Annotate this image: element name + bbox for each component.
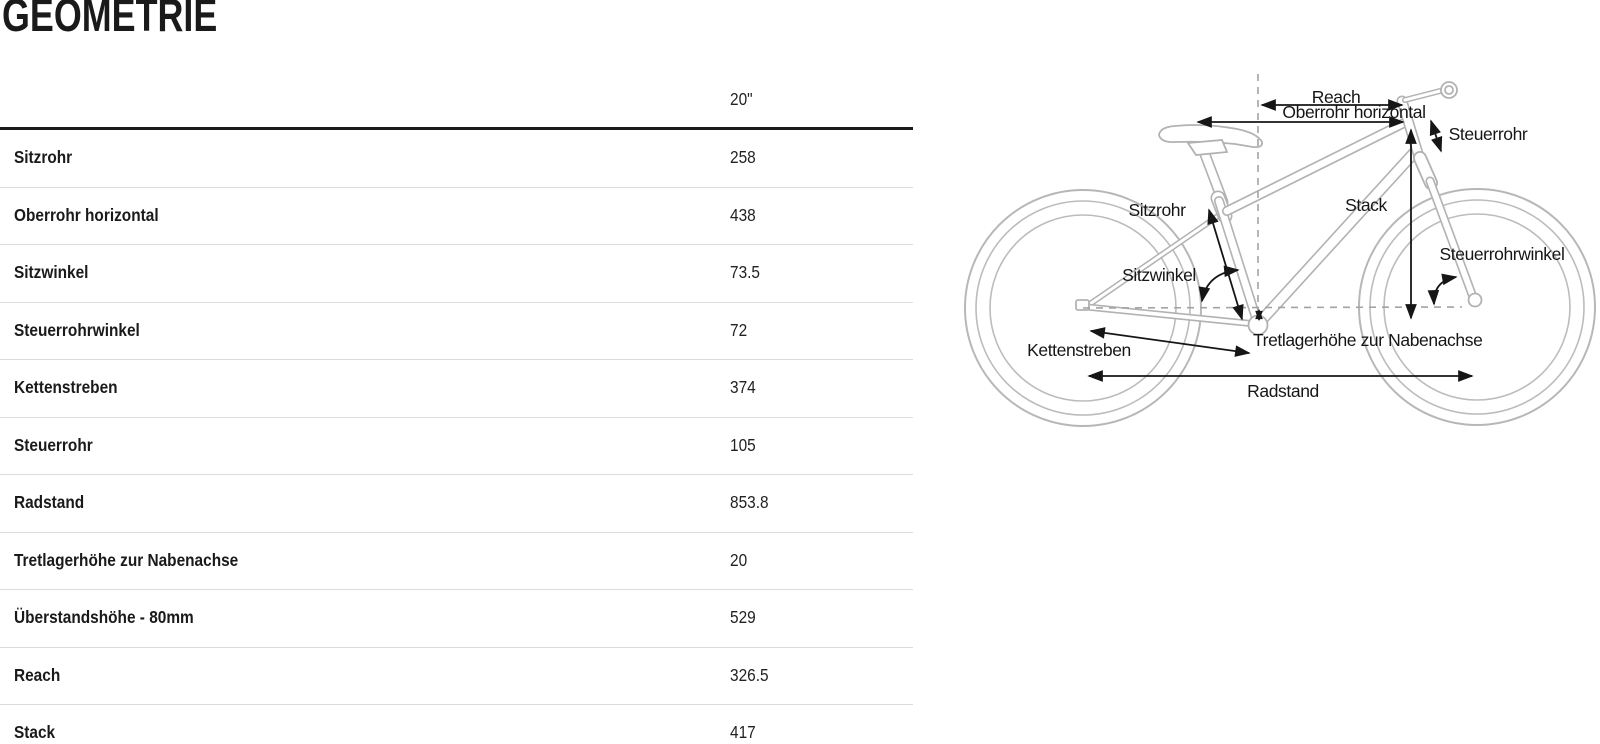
diagram-label-tretlagerhoehe: Tretlagerhöhe zur Nabenachse <box>1253 330 1483 350</box>
steuerrohrwinkel-angle-arc <box>1434 277 1456 304</box>
bike-geometry-diagram <box>940 55 1600 455</box>
diagram-label-radstand: Radstand <box>1247 381 1319 401</box>
table-header-row <box>0 70 913 130</box>
page-title: GEOMETRIE <box>2 0 218 41</box>
row-value: 438 <box>730 204 756 225</box>
geometry-table <box>0 70 913 744</box>
row-value: 105 <box>730 434 756 455</box>
row-label: Oberrohr horizontal <box>14 204 159 225</box>
diagram-label-steuerrohrwinkel: Steuerrohrwinkel <box>1439 244 1565 264</box>
row-label: Steuerrohr <box>14 434 93 455</box>
row-value: 374 <box>730 377 756 398</box>
row-value: 853.8 <box>730 492 769 513</box>
row-value: 73.5 <box>730 262 760 283</box>
row-label: Sitzrohr <box>14 147 73 168</box>
front-dropout <box>1469 294 1482 307</box>
diagram-label-kettenstreben: Kettenstreben <box>1027 340 1131 360</box>
row-label: Radstand <box>14 492 85 513</box>
row-value: 529 <box>730 607 756 628</box>
diagram-label-steuerrohr: Steuerrohr <box>1448 124 1528 144</box>
table-row <box>0 188 913 246</box>
row-value: 326.5 <box>730 664 769 685</box>
diagram-label-stack: Stack <box>1345 195 1387 215</box>
size-column-header: 20" <box>730 89 753 109</box>
diagram-label-sitzwinkel: Sitzwinkel <box>1122 265 1196 285</box>
steuerrohr-arrow <box>1431 121 1441 151</box>
row-label: Sitzwinkel <box>14 262 89 283</box>
diagram-label-oberrohr: Oberrohr horizontal <box>1282 102 1426 122</box>
table-row <box>0 418 913 476</box>
table-row <box>0 130 913 188</box>
table-row <box>0 360 913 418</box>
saddle-clamp <box>1188 140 1227 155</box>
table-row <box>0 475 913 533</box>
table-row <box>0 245 913 303</box>
table-row <box>0 590 913 648</box>
row-label: Überstandshöhe - 80mm <box>14 607 194 628</box>
row-label: Tretlagerhöhe zur Nabenachse <box>14 549 239 570</box>
table-row <box>0 303 913 361</box>
row-value: 72 <box>730 319 748 340</box>
row-label: Stack <box>14 722 56 743</box>
table-row <box>0 705 913 744</box>
row-label: Steuerrohrwinkel <box>14 319 140 340</box>
diagram-label-sitzrohr: Sitzrohr <box>1128 200 1186 220</box>
row-label: Kettenstreben <box>14 377 118 398</box>
row-value: 417 <box>730 722 756 743</box>
table-row <box>0 533 913 591</box>
row-value: 258 <box>730 147 756 168</box>
row-label: Reach <box>14 664 61 685</box>
row-value: 20 <box>730 549 748 570</box>
handlebar-grip-inner <box>1445 86 1453 94</box>
diagram-label-reach: Reach <box>1311 87 1361 107</box>
table-row <box>0 648 913 706</box>
